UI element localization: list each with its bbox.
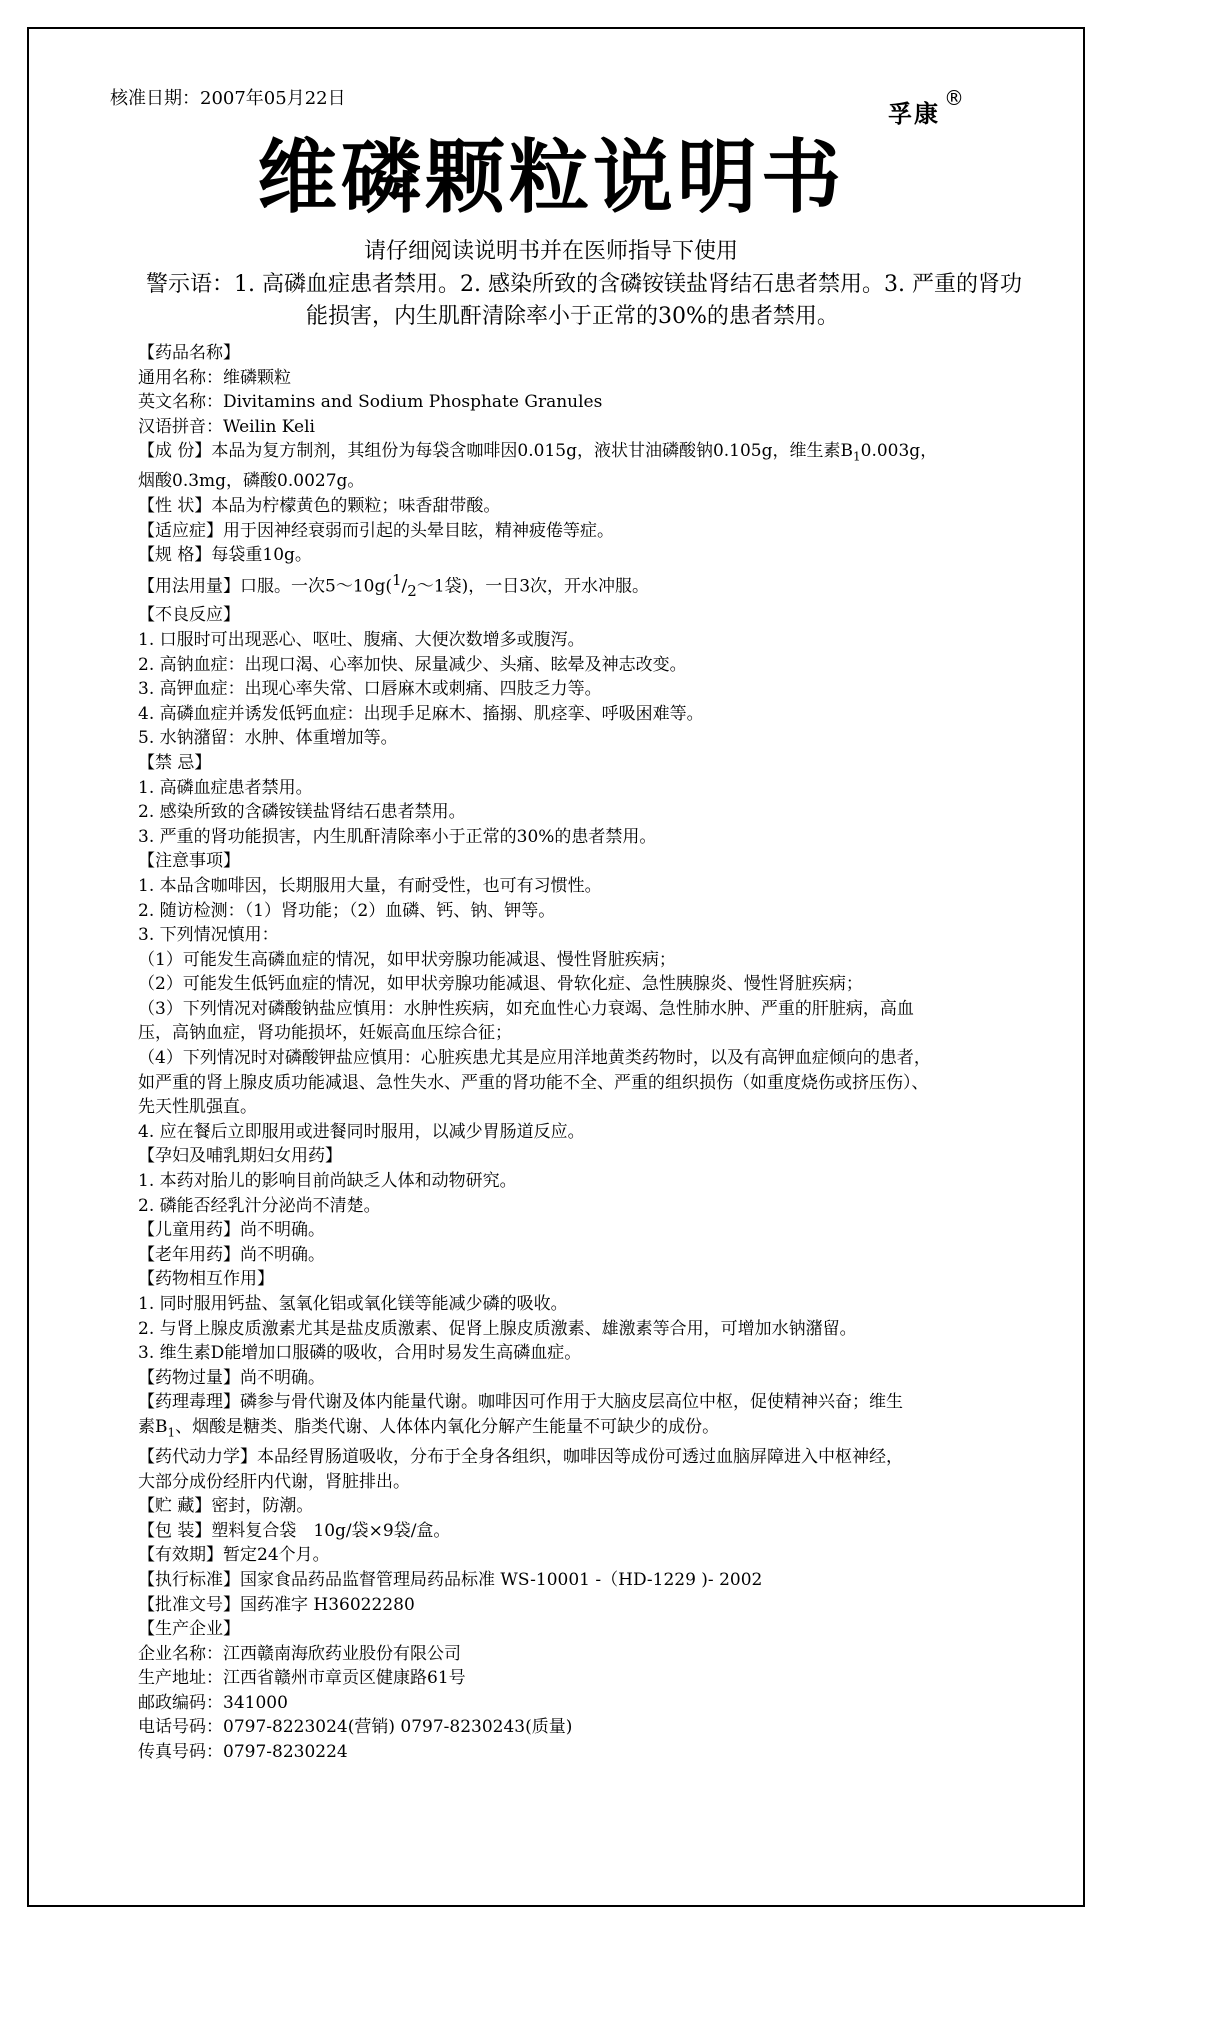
list-item: 2. 与肾上腺皮质激素尤其是盐皮质激素、促肾上腺皮质激素、雄激素等合用，可增加水钠潴留。 <box>138 1318 857 1339</box>
list-item: 3. 下列情况慎用： <box>138 925 279 946</box>
brand-logo <box>888 86 966 129</box>
pharmacokinetics-2: 大部分成份经肝内代谢，肾脏排出。 <box>138 1471 410 1492</box>
dosage: 【用法用量】口服。一次$5\sim 10g(^1/_2\sim 1$袋)，一日3次，开水冲服。 <box>138 570 650 600</box>
section-heading: 【生产企业】 <box>138 1619 240 1640</box>
list-item: 2. 随访检测：（1）肾功能；（2）血磷、钙、钠、钾等。 <box>138 900 556 921</box>
list-item: 3. 严重的肾功能损害，内生肌酐清除率小于正常的30%的患者禁用。 <box>138 826 657 847</box>
list-item: 1. 本药对胎儿的影响目前尚缺乏人体和动物研究。 <box>138 1171 517 1192</box>
section-heading: 【药物相互作用】 <box>138 1269 274 1290</box>
list-item: 4. 应在餐后立即服用或进餐同时服用，以减少胃肠道反应。 <box>138 1121 585 1142</box>
section-heading: 【不良反应】 <box>138 605 240 626</box>
list-item: （2）可能发生低钙血症的情况，如甲状旁腺功能减退、骨软化症、急性胰腺炎、慢性肾脏疾病； <box>138 974 863 995</box>
list-item: 2. 高钠血症：出现口渴、心率加快、尿量减少、头痛、眩晕及神志改变。 <box>138 654 687 675</box>
list-item: （3）下列情况对磷酸钠盐应慎用：水肿性疾病，如充血性心力衰竭、急性肺水肿、严重的肝脏病，高血 <box>138 998 914 1019</box>
document-title: 维磷颗粒说明书 <box>257 131 845 224</box>
fax-number: 传真号码：0797-8230224 <box>138 1742 348 1763</box>
description: 【性 状】本品为柠檬黄色的颗粒；味香甜带酸。 <box>138 495 501 516</box>
pharmacology-2: 素$B_1$、烟酸是糖类、脂类代谢、人体体内氧化分解产生能量不可缺少的成份。 <box>138 1416 720 1440</box>
list-item: 4. 高磷血症并诱发低钙血症：出现手足麻木、搐搦、肌痉挛、呼吸困难等。 <box>138 703 704 724</box>
warning-line-1: 警示语：1. 高磷血症患者禁用。2. 感染所致的含磷铵镁盐肾结石患者禁用。3. 严重的肾功 <box>146 272 1022 297</box>
list-item: 如严重的肾上腺皮质功能减退、急性失水、严重的肾功能不全、严重的组织损伤（如重度烧伤或挤压伤）、 <box>138 1072 929 1093</box>
list-item: （4）下列情况时对磷酸钾盐应慎用：心脏疾患尤其是应用洋地黄类药物时，以及有高钾血症倾向的患者， <box>138 1048 931 1069</box>
composition-line-2: 烟酸0.3mg，磷酸0.0027g。 <box>138 471 365 492</box>
geriatric-use: 【老年用药】尚不明确。 <box>138 1244 325 1265</box>
pediatric-use: 【儿童用药】尚不明确。 <box>138 1220 325 1241</box>
list-item: 1. 本品含咖啡因，长期服用大量，有耐受性，也可有习惯性。 <box>138 875 602 896</box>
pharmacokinetics: 【药代动力学】本品经胃肠道吸收，分布于全身各组织，咖啡因等成份可透过血脑屏障进入中枢神经， <box>138 1446 903 1467</box>
storage: 【贮 藏】密封，防潮。 <box>138 1496 314 1517</box>
list-item: 5. 水钠潴留：水肿、体重增加等。 <box>138 728 398 749</box>
leaflet-body <box>138 341 1038 1765</box>
pharmacology: 【药理毒理】磷参与骨代谢及体内能量代谢。咖啡因可作用于大脑皮层高位中枢，促使精神兴奋；维生 <box>138 1392 903 1413</box>
phone-numbers: 电话号码：0797-8223024(营销) 0797-8230243(质量) <box>138 1717 573 1738</box>
standard: 【执行标准】国家食品药品监督管理局药品标准 WS-10001 -（HD-1229 )- 2002 <box>138 1569 763 1590</box>
pinyin-name: 汉语拼音：Weilin Keli <box>138 416 315 437</box>
shelf-life: 【有效期】暂定24个月。 <box>138 1545 330 1566</box>
section-heading: 【禁 忌】 <box>138 752 212 773</box>
list-item: 2. 感染所致的含磷铵镁盐肾结石患者禁用。 <box>138 802 466 823</box>
brand-name: 孚康 <box>888 100 940 128</box>
list-item: 3. 维生素D能增加口服磷的吸收，合用时易发生高磷血症。 <box>138 1343 582 1364</box>
section-heading: 【药品名称】 <box>138 343 240 363</box>
list-item: 2. 磷能否经乳汁分泌尚不清楚。 <box>138 1195 381 1216</box>
list-item: 1. 口服时可出现恶心、呕吐、腹痛、大便次数增多或腹泻。 <box>138 629 585 650</box>
list-item: 先天性肌强直。 <box>138 1097 257 1118</box>
registered-mark: ® <box>944 86 966 110</box>
list-item: 1. 高磷血症患者禁用。 <box>138 777 313 798</box>
instruction-note: 请仔细阅读说明书并在医师指导下使用 <box>363 239 738 264</box>
approval-date: 核准日期：2007年05月22日 <box>110 88 346 109</box>
section-heading: 【注意事项】 <box>138 851 240 872</box>
indications: 【适应症】用于因神经衰弱而引起的头晕目眩，精神疲倦等症。 <box>138 520 614 541</box>
postal-code: 邮政编码：341000 <box>138 1692 288 1713</box>
composition-line: 【成 份】本品为复方制剂，其组份为每袋含咖啡因0.015g，液状甘油磷酸钠0.105g，维生素$B_10.003g$， <box>138 441 938 464</box>
approval-number: 【批准文号】国药准字 H36022280 <box>138 1594 415 1615</box>
company-name: 企业名称：江西赣南海欣药业股份有限公司 <box>138 1643 461 1664</box>
english-name: 英文名称：Divitamins and Sodium Phosphate Granules <box>138 392 603 413</box>
section-heading: 【孕妇及哺乳期妇女用药】 <box>138 1146 342 1167</box>
warning-line-2: 能损害，内生肌酐清除率小于正常的30%的患者禁用。 <box>306 304 839 329</box>
list-item: 3. 高钾血症：出现心率失常、口唇麻木或刺痛、四肢乏力等。 <box>138 679 602 700</box>
generic-name: 通用名称：维磷颗粒 <box>138 367 291 388</box>
overdose: 【药物过量】尚不明确。 <box>138 1367 325 1388</box>
company-address: 生产地址：江西省赣州市章贡区健康路61号 <box>138 1668 466 1689</box>
specification: 【规 格】每袋重10g。 <box>138 545 312 566</box>
list-item: （1）可能发生高磷血症的情况，如甲状旁腺功能减退、慢性肾脏疾病； <box>138 949 676 970</box>
list-item: 1. 同时服用钙盐、氢氧化铝或氧化镁等能减少磷的吸收。 <box>138 1294 568 1314</box>
packaging: 【包 装】塑料复合袋 10g/袋×9袋/盒。 <box>138 1520 451 1541</box>
list-item: 压，高钠血症，肾功能损坏，妊娠高血压综合征； <box>138 1023 512 1044</box>
